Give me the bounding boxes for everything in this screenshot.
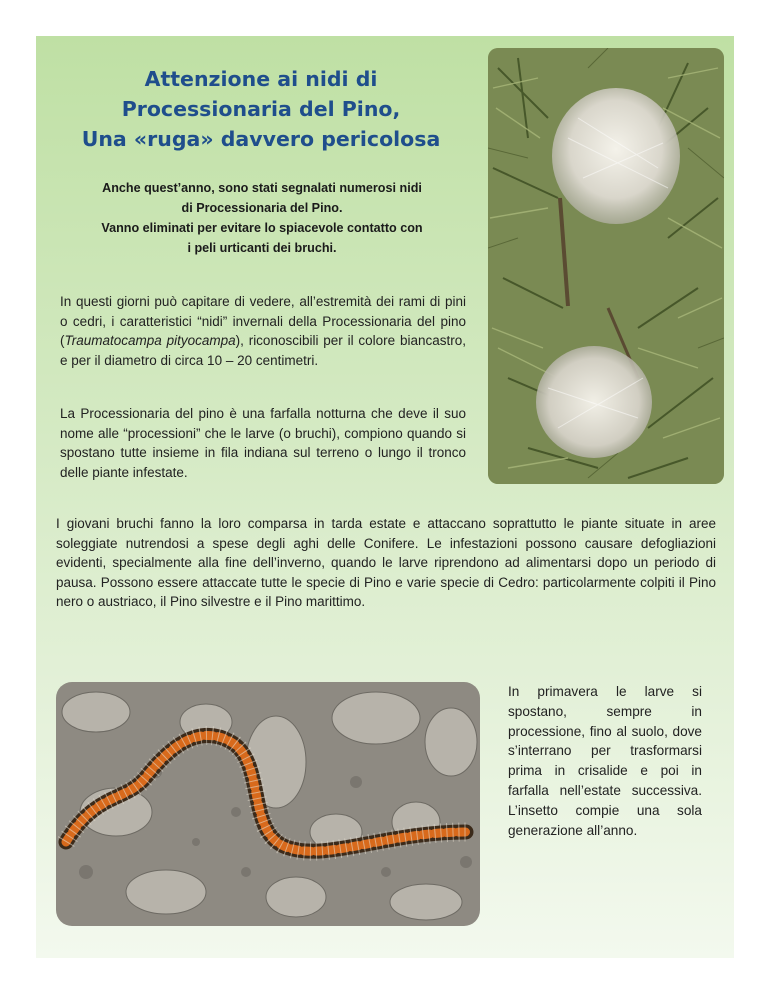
intro-line-3: Vanno eliminati per evitare lo spiacevole contatto con	[101, 221, 423, 235]
paragraph-moth: La Processionaria del pino è una farfalla notturna che deve il suo nome alle “processioni” che le larve (o bruchi), compiono quando si spostano tutte insieme in fila indiana sul terreno o lungo il tronco delle piante infestate.	[60, 406, 466, 480]
caterpillar-illustration	[56, 682, 480, 926]
paragraph-nests-text-b: ), riconoscibili per il colore biancastro, e per il diametro di circa 10 – 20 centimetri.	[60, 333, 467, 368]
title-line-2: Processionaria del Pino,	[121, 97, 401, 121]
intro-line-4: i peli urticanti dei bruchi.	[187, 241, 337, 255]
caterpillar-procession-photo	[56, 682, 480, 926]
page-title	[36, 64, 486, 154]
paragraph-spring: In primavera le larve si spostano, sempre in processione, fino al suolo, dove s’interrano per trasformarsi prima in crisalide e poi in farfalla nell’estate successiva. L’insetto compie una sola generazione all’anno.	[508, 684, 702, 838]
paragraph-nests	[60, 292, 466, 370]
intro-line-2: di Processionaria del Pino.	[181, 201, 343, 215]
title-line-3: Una «ruga» davvero pericolosa	[81, 127, 441, 151]
pine-nest-photo	[488, 48, 724, 484]
species-name: Traumatocampa pityocampa	[64, 333, 236, 349]
intro-line-1: Anche quest’anno, sono stati segnalati numerosi nidi	[102, 181, 422, 195]
paragraph-infestation: I giovani bruchi fanno la loro comparsa in tarda estate e attaccano soprattutto le piante situate in aree soleggiate nutrendosi a spese degli aghi delle Conifere. Le infestazioni possono causare defogliazioni evidenti, specialmente alla fine dell’inverno, quando le larve riprendono ad alimentarsi dopo un periodo di pausa. Possono essere attaccate tutte le specie di Pino e varie specie di Cedro: particolarmente colpiti il Pino nero o austriaco, il Pino silvestre e il Pino marittimo.	[56, 516, 716, 610]
page	[36, 36, 734, 958]
pine-nest-illustration	[488, 48, 724, 484]
paragraph-nests-text-a: In questi giorni può capitare di vedere, all’estremità dei rami di pini o cedri, i caratteristici “nidi” invernali della Processionaria del pino (	[60, 294, 466, 349]
intro-text	[46, 178, 478, 258]
title-line-1: Attenzione ai nidi di	[144, 67, 378, 91]
